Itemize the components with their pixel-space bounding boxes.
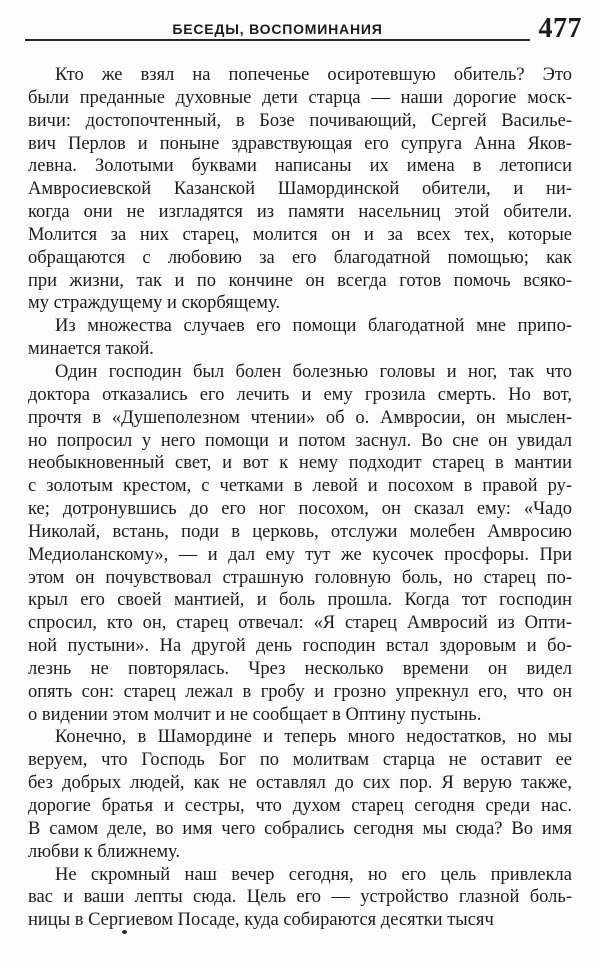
text-line: спросил, кто он, старец отвечал: «Я старец Амвросий из Опти- (28, 613, 572, 634)
text-line: Конечно, в Шамордине и теперь много недостатков, но мы (55, 727, 572, 748)
text-line: с золотым крестом, с четками в левой и посохом в правой ру- (28, 476, 572, 497)
text-line: без добрых людей, как не оставлял до сих пор. Я верую также, (28, 773, 572, 794)
text-line: дорогие братья и сестры, что духом старец сегодня среди нас. (28, 796, 572, 816)
page-text (28, 64, 572, 932)
text-line: вичи: достопочтенный, в Бозе почивающий, Сергей Василье- (28, 110, 572, 131)
text-line: ницы в Сергиевом Посаде, куда собираются десятки тысяч (28, 910, 494, 931)
text-line: вас и ваши лепты сюда. Цель его — устройство глазной боль- (28, 887, 572, 908)
page-number: 477 (538, 13, 582, 44)
text-line: ной пустыни». На другой день господин встал здоровым и бо- (28, 636, 572, 657)
text-line: Медиоланскому», — и дал ему тут же кусочек просфоры. При (28, 544, 572, 565)
paragraph (28, 64, 572, 315)
scan-artifact (122, 930, 127, 934)
text-line: любви к ближнему. (28, 841, 181, 862)
text-line: минается такой. (28, 339, 154, 360)
text-line: Не скромный наш вечер сегодня, но его цель привлекла (55, 864, 572, 885)
text-line: когда они не изгладятся из памяти насельниц этой обители. (28, 202, 572, 223)
text-line: ке; дотронувшись до его ног посохом, он сказал ему: «Чадо (28, 499, 572, 520)
text-line: Молится за них старец, молится он и за всех тех, которые (28, 224, 572, 245)
paragraph (28, 315, 572, 361)
text-line: необыкновенный свет, и вот к нему подходит старец в мантии (28, 453, 572, 474)
text-line: лезнь не повторялась. Чрез несколько времени он видел (28, 658, 572, 679)
text-line: В самом деле, во имя чего собрались сегодня мы сюда? Во имя (28, 818, 572, 839)
text-line: Кто же взял на попеченье осиротевшую обитель? Это (55, 65, 572, 85)
header-rule (25, 39, 530, 41)
text-line: опять сон: старец лежал в гробу и грозно упрекнул его, что он (28, 681, 572, 702)
text-line: были преданные духовные дети старца — наши дорогие моск- (28, 87, 572, 108)
text-line: Из множества случаев его помощи благодатной мне припо- (55, 316, 572, 337)
text-line: при жизни, так и по кончине он всегда готов помочь всяко- (28, 270, 572, 291)
paragraph (28, 864, 572, 933)
text-line: о видении этом молчит и не сообщает в Оптину пустынь. (28, 704, 482, 725)
text-line: му страждущему и скорбящему. (28, 293, 280, 314)
text-line: доктора отказались его лечить и ему грозила смерть. Но вот, (28, 384, 572, 405)
running-title: БЕСЕДЫ, ВОСПОМИНАНИЯ (172, 21, 383, 37)
running-head (0, 0, 600, 50)
text-line: этом он почувствовал страшную головную боль, но старец по- (28, 567, 572, 588)
text-line: левна. Золотыми буквами написаны их имена в летописи (28, 156, 572, 177)
text-line: Амвросиевской Казанской Шамординской обители, и ни- (28, 179, 572, 200)
text-line: Один господин был болен болезнью головы и ног, так что (55, 361, 572, 382)
text-line: Николай, встань, поди в церковь, отслужи молебен Амвросию (28, 521, 572, 542)
text-line: веруем, что Господь Бог по молитвам старца не оставит ее (28, 750, 572, 771)
text-line: крыл его своей мантией, и боль прошла. Когда тот господин (28, 590, 572, 611)
text-line: прочтя в «Душеполезном чтении» об о. Амвросии, он мыслен- (28, 407, 572, 428)
paragraph (28, 726, 572, 863)
text-line: вич Перлов и поныне здравствующая его супруга Анна Яков- (28, 133, 572, 154)
text-line: обращаются с любовию за его благодатной помощью; как (28, 247, 572, 268)
text-line: но попросил у него помощи и потом заснул. Во сне он увидал (28, 430, 572, 451)
paragraph (28, 361, 572, 727)
